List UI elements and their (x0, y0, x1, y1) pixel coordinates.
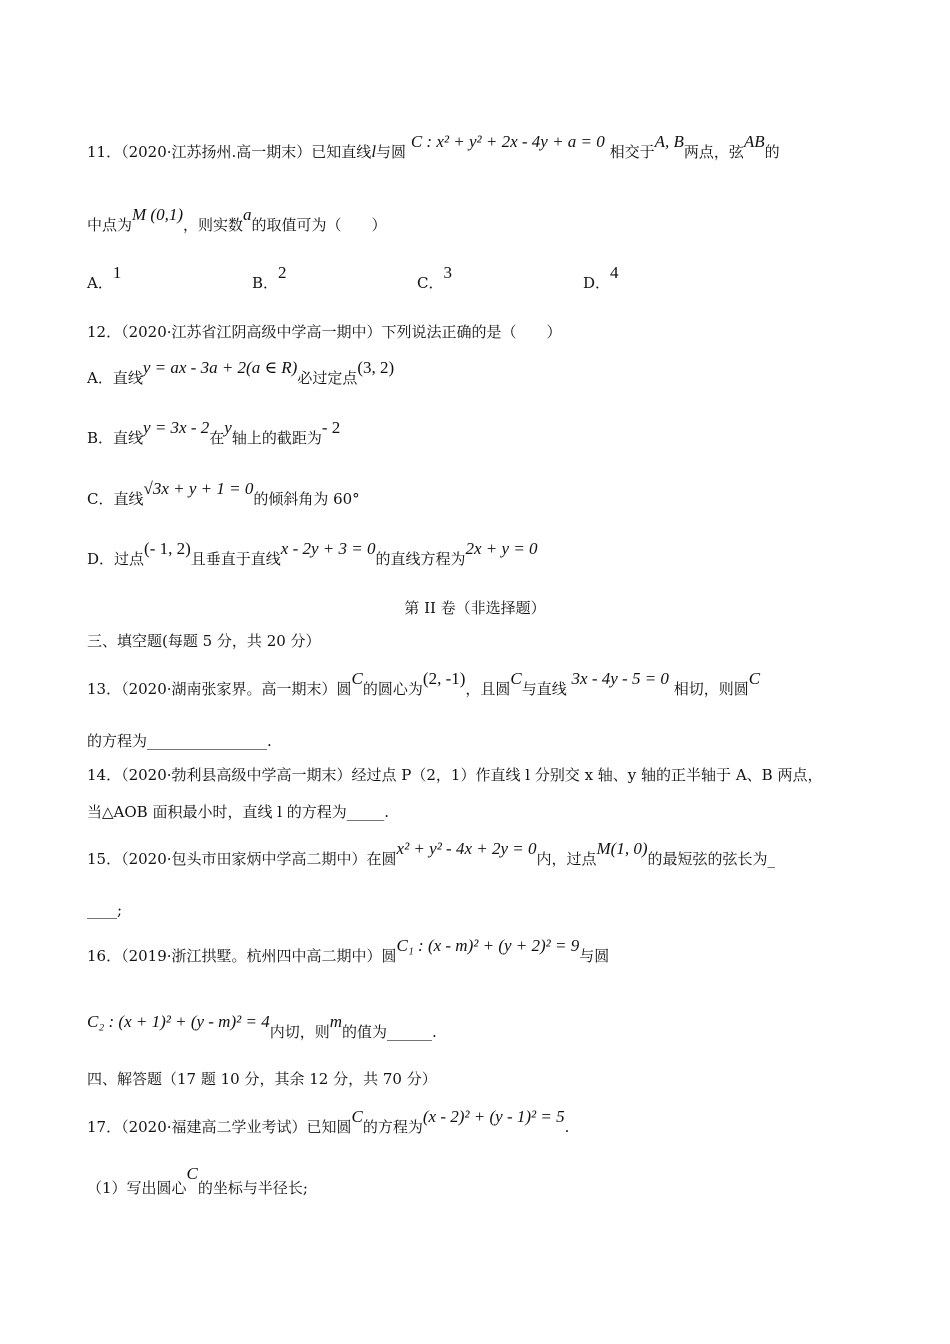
q12-heading: 12．（2020·江苏省江阴高级中学高一期中）下列说法正确的是（ ） (87, 323, 562, 341)
q11-option-d: D．4 (583, 263, 619, 292)
q11-line2 (87, 205, 387, 235)
section-three-heading: 三、填空题(每题 5 分，共 20 分） (87, 632, 321, 650)
q11-a: a (243, 205, 252, 224)
q13-line1: 13．（2020·湖南张家界。高一期末）圆C的圆心为(2, -1)，且圆C与直线 3x - 4y - 5 = 0 相切，则圆C (87, 669, 761, 698)
q11-text: 相交于 (609, 143, 655, 161)
q11-midpoint: M (0,1) (132, 205, 183, 224)
q11-source: （2020·江苏扬州.高一期末）已知直线 (121, 143, 372, 161)
q12-option-b: B．直线y = 3x - 2在y轴上的截距为- 2 (87, 418, 341, 447)
q11-chord: AB (743, 132, 765, 151)
q11-text: 与圆 (376, 143, 407, 161)
q16-line2: C₂ : (x + 1)² + (y - m)² = 4内切，则m的值为______. (87, 1012, 437, 1041)
q13-line2: 的方程为________________. (87, 732, 272, 750)
q11-text: 的取值可为（ ） (251, 216, 387, 234)
q11-line1 (87, 132, 780, 162)
q11-option-a: A．1 (87, 263, 122, 292)
q11-option-c: C．3 (417, 263, 452, 292)
q12-option-a: A．直线y = ax - 3a + 2(a ∈ R)必过定点(3, 2) (87, 358, 395, 387)
q12-option-d: D．过点(- 1, 2)且垂直于直线x - 2y + 3 = 0的直线方程为2x + y = 0 (87, 539, 538, 568)
q11-number: 11． (87, 143, 122, 161)
q17-line1: 17．（2020·福建高二学业考试）已知圆C的方程为(x - 2)² + (y - 1)² = 5. (87, 1107, 570, 1136)
section-four-heading: 四、解答题（17 题 10 分，其余 12 分，共 70 分） (87, 1070, 437, 1088)
q11-text: 中点为 (87, 216, 133, 234)
q11-option-b: B．2 (252, 263, 287, 292)
q11-text: 两点，弦 (683, 143, 744, 161)
q15-line1: 15．（2020·包头市田家炳中学高二期中）在圆x² + y² - 4x + 2y = 0内，过点M(1, 0)的最短弦的弦长为_ (87, 839, 775, 868)
q11-points: A, B (654, 132, 684, 151)
q12-option-c: C．直线√3x + y + 1 = 0的倾斜角为 60° (87, 479, 360, 508)
q15-line2: ____; (87, 901, 123, 919)
q11-circle-equation: C : x² + y² + 2x - 4y + a = 0 (410, 132, 605, 151)
q17-part1: （1）写出圆心C的坐标与半径长; (87, 1164, 308, 1197)
q11-l: l (371, 142, 377, 161)
part-two-title: 第 II 卷（非选择题） (404, 599, 546, 617)
q16-line1: 16．（2019·浙江拱墅。杭州四中高二期中）圆C₁ : (x - m)² + (y + 2)² = 9与圆 (87, 936, 610, 965)
q11-text: ，则实数 (183, 216, 244, 234)
q14-line1: 14．（2020·勃利县高级中学高一期末）经过点 P（2，1）作直线 l 分别交 x 轴、y 轴的正半轴于 A、B 两点， (87, 766, 823, 784)
q11-text: 的 (764, 143, 780, 161)
q14-line2: 当△AOB 面积最小时，直线 l 的方程为_____. (87, 803, 390, 821)
